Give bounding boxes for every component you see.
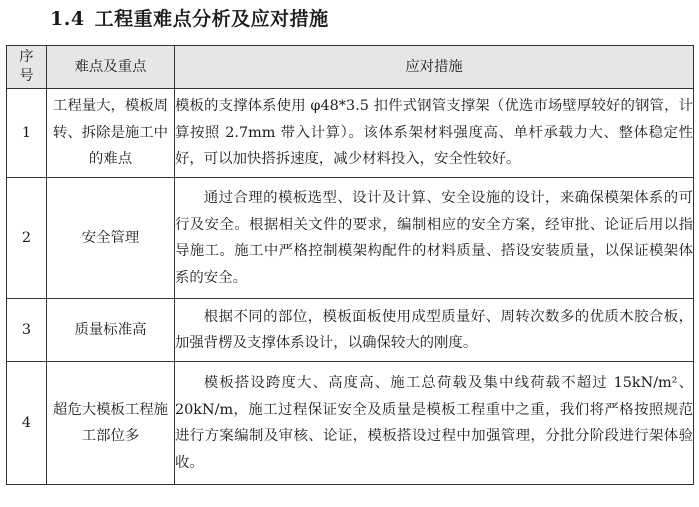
header-measure: 应对措施 xyxy=(175,46,694,89)
row-point: 安全管理 xyxy=(47,178,175,299)
row-point: 工程量大，模板周转、拆除是施工中的难点 xyxy=(47,89,175,178)
row-measure: 根据不同的部位，模板面板使用成型质量好、周转次数多的优质木胶合板，加强背楞及支撑体系设计，以确保较大的刚度。 xyxy=(175,299,694,362)
header-point: 难点及重点 xyxy=(47,46,175,89)
row-index: 1 xyxy=(7,89,47,178)
section-title: 工程重难点分析及应对措施 xyxy=(94,8,329,30)
header-index: 序号 xyxy=(7,46,47,89)
section-heading xyxy=(50,4,329,31)
table-row xyxy=(7,178,694,299)
section-number: 1.4 xyxy=(50,8,85,30)
row-measure: 模板搭设跨度大、高度高、施工总荷载及集中线荷载不超过 15kN/m²、20kN/m，施工过程保证安全及质量是模板工程重中之重，我们将严格按照规范进行方案编制及审核、论证，模板搭设过程中加强管理，分批分阶段进行架体验收。 xyxy=(175,362,694,485)
table-row xyxy=(7,89,694,178)
row-point: 质量标准高 xyxy=(47,299,175,362)
table-header-row xyxy=(7,46,694,89)
row-measure: 通过合理的模板选型、设计及计算、安全设施的设计，来确保模架体系的可行及安全。根据相关文件的要求，编制相应的安全方案，经审批、论证后用以指导施工。施工中严格控制模架构配件的材料质量、搭设安装质量，以保证模架体系的安全。 xyxy=(175,178,694,299)
measures-table xyxy=(6,45,694,485)
row-point: 超危大模板工程施工部位多 xyxy=(47,362,175,485)
row-index: 3 xyxy=(7,299,47,362)
table-row xyxy=(7,299,694,362)
row-index: 4 xyxy=(7,362,47,485)
row-measure: 模板的支撑体系使用 φ48*3.5 扣件式钢管支撑架（优选市场壁厚较好的钢管，计算按照 2.7mm 带入计算）。该体系架材料强度高、单杆承载力大、整体稳定性好，可以加快搭拆速度，减少材料投入，安全性较好。 xyxy=(175,89,694,178)
row-index: 2 xyxy=(7,178,47,299)
table-row xyxy=(7,362,694,485)
